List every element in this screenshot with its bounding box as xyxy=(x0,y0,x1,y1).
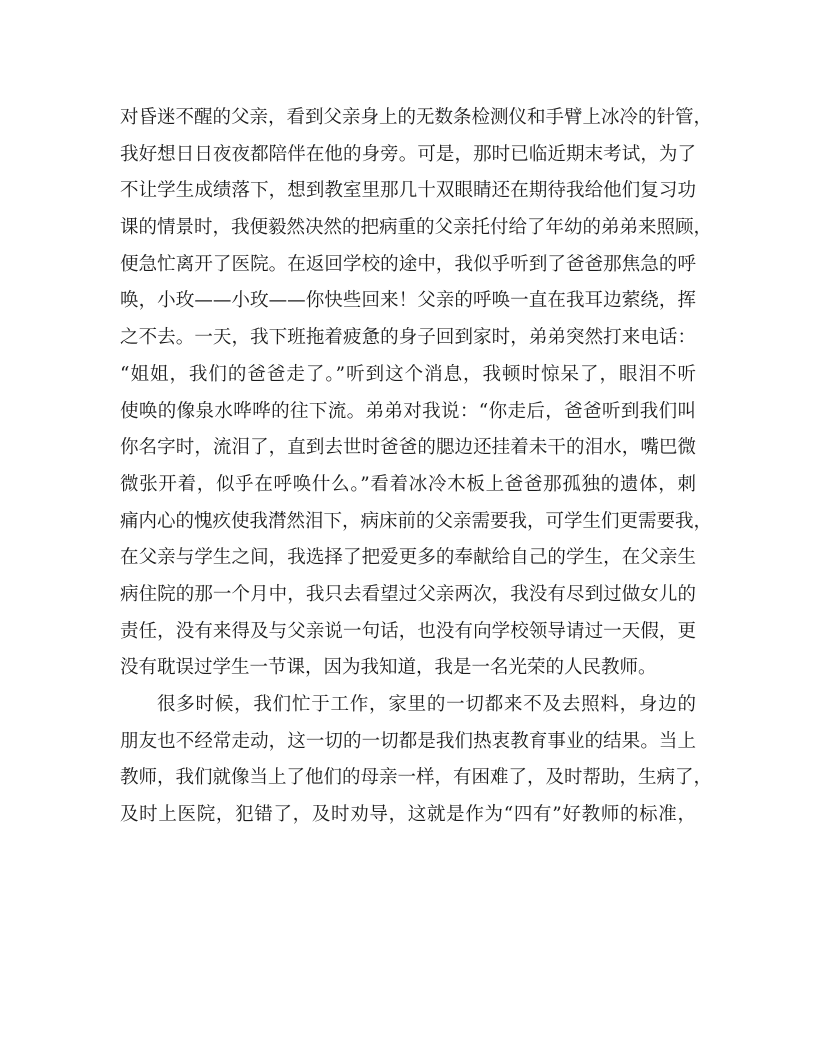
text-line: 课的情景时，我便毅然决然的把病重的父亲托付给了年幼的弟弟来照顾， xyxy=(120,217,713,239)
text-line: 病住院的那一个月中，我只去看望过父亲两次，我没有尽到过做女儿的 xyxy=(120,583,696,605)
text-line: 责任，没有来得及与父亲说一句话，也没有向学校领导请过一天假，更 xyxy=(120,620,696,642)
text-line: 痛内心的愧疚使我潸然泪下，病床前的父亲需要我，可学生们更需要我， xyxy=(120,510,713,532)
text-line: 不让学生成绩落下，想到教室里那几十双眼睛还在期待我给他们复习功 xyxy=(120,180,696,202)
text-line: 唤，小玫——小玫——你快些回来！父亲的呼唤一直在我耳边萦绕，挥 xyxy=(120,290,696,312)
text-line: 微张开着，似乎在呼唤什么。”看着冰冷木板上爸爸那孤独的遗体，刺 xyxy=(120,473,696,495)
paragraph-start-line: 很多时候，我们忙于工作，家里的一切都来不及去照料，身边的 xyxy=(157,694,696,715)
text-line: “姐姐，我们的爸爸走了。”听到这个消息，我顿时惊呆了，眼泪不听 xyxy=(120,363,696,385)
text-line: 使唤的像泉水哗哗的往下流。弟弟对我说：“你走后，爸爸听到我们叫 xyxy=(120,400,696,422)
text-line: 教师，我们就像当上了他们的母亲一样，有困难了，及时帮助，生病了， xyxy=(120,767,713,789)
text-line: 便急忙离开了医院。在返回学校的途中，我似乎听到了爸爸那焦急的呼 xyxy=(120,253,696,275)
text-line: 在父亲与学生之间，我选择了把爱更多的奉献给自己的学生，在父亲生 xyxy=(120,547,696,569)
text-line: 我好想日日夜夜都陪伴在他的身旁。可是，那时已临近期末考试，为了 xyxy=(120,143,696,165)
text-line: 你名字时，流泪了，直到去世时爸爸的腮边还挂着未干的泪水，嘴巴微 xyxy=(120,437,696,459)
text-line: 朋友也不经常走动，这一切的一切都是我们热衷教育事业的结果。当上 xyxy=(120,730,696,752)
text-line: 及时上医院，犯错了，及时劝导，这就是作为“四有”好教师的标准， xyxy=(120,804,696,826)
text-line: 对昏迷不醒的父亲，看到父亲身上的无数条检测仪和手臂上冰冷的针管， xyxy=(120,107,713,128)
document-body xyxy=(120,100,713,834)
paragraph-end-line: 没有耽误过学生一节课，因为我知道，我是一名光荣的人民教师。 xyxy=(120,657,657,679)
text-line: 之不去。一天，我下班拖着疲惫的身子回到家时，弟弟突然打来电话： xyxy=(120,327,696,349)
